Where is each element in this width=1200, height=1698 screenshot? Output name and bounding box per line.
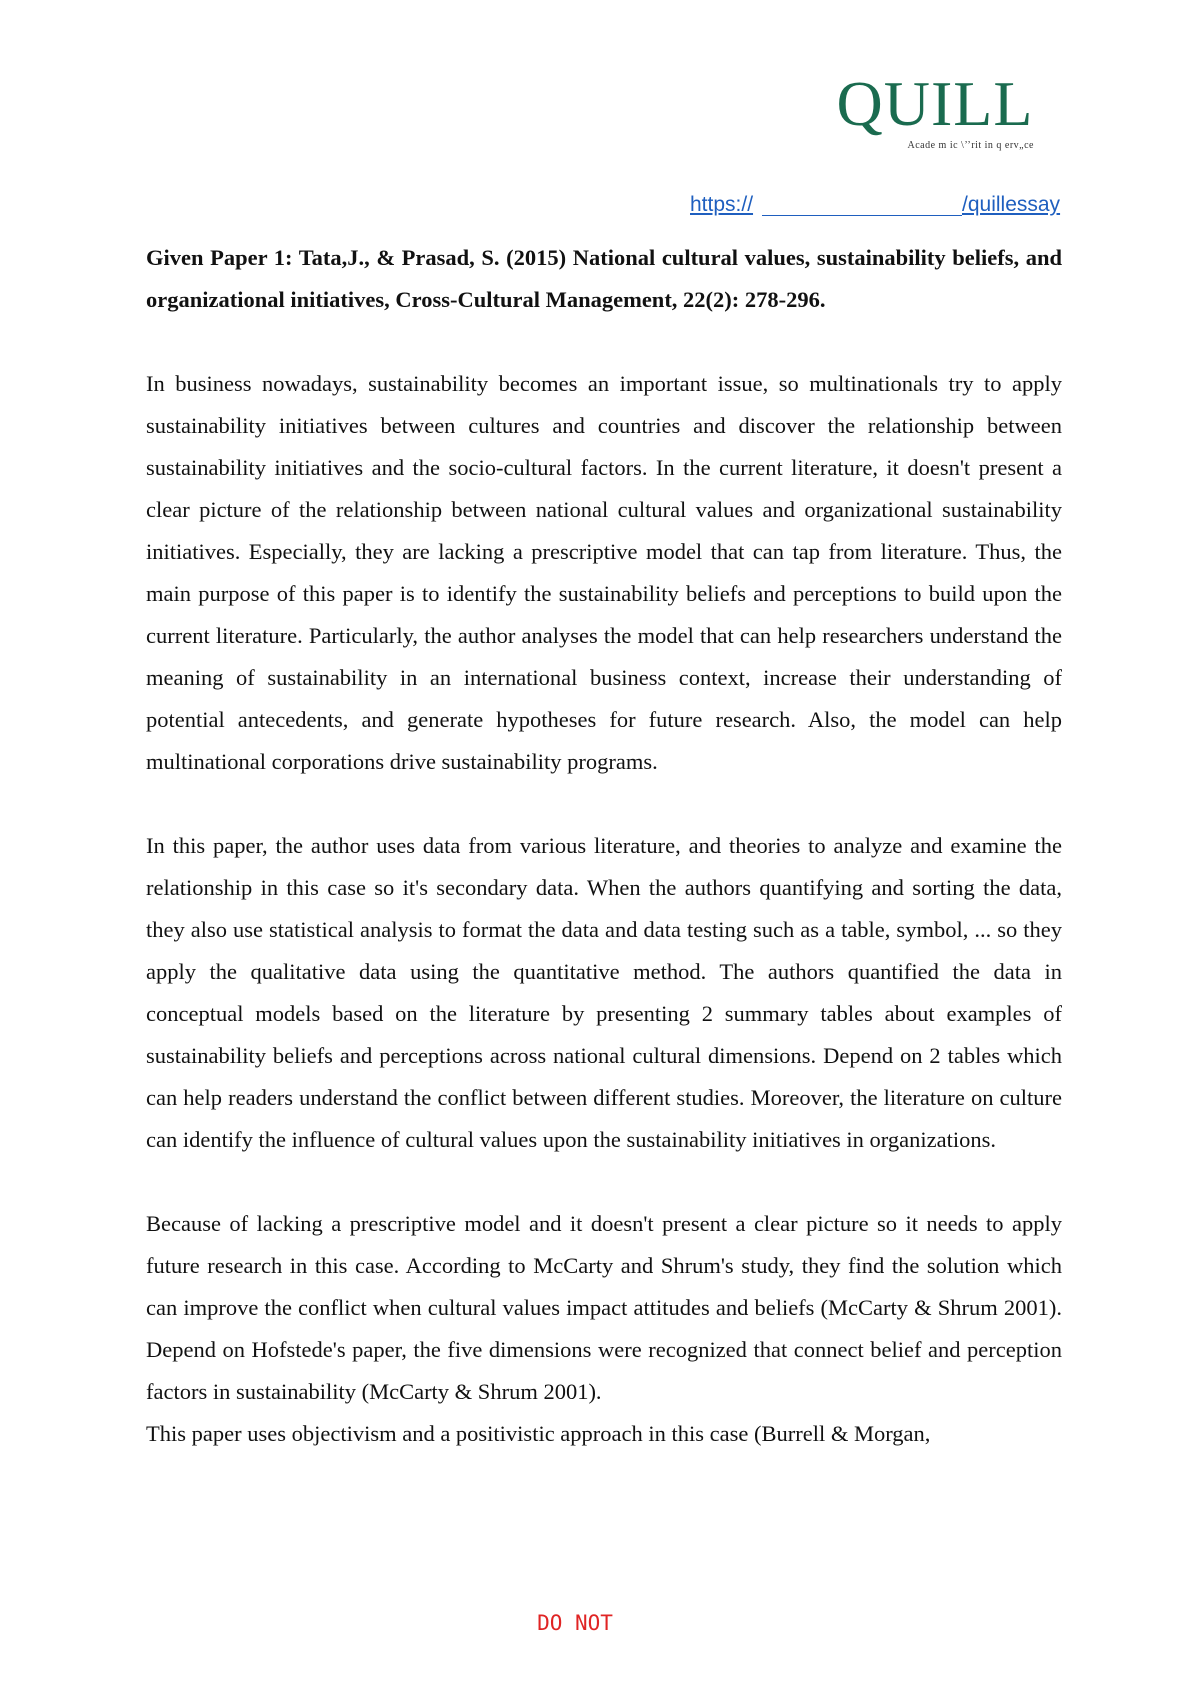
footer-watermark: DO NOT — [537, 1611, 613, 1635]
website-link[interactable] — [690, 193, 1070, 221]
quill-logo — [830, 68, 1040, 152]
link-prefix[interactable]: https:// — [690, 193, 754, 216]
logo-wordmark: QUILL — [836, 68, 1034, 139]
paper-citation-heading: Given Paper 1: Tata,J., & Prasad, S. (2015) National cultural values, sustainability beliefs, and organizational initiatives, Cross-Cultural Management, 22(2): 278-296. — [146, 245, 1062, 312]
document-body — [146, 237, 1062, 1455]
paragraph-4: This paper uses objectivism and a positivistic approach in this case (Burrell & Morgan, — [146, 1421, 931, 1446]
paragraph-2: In this paper, the author uses data from various literature, and theories to analyze and examine the relationship in this case so it's secondary data. When the authors quantifying and sorting the data, they also use statistical analysis to format the data and data testing such as a table, symbol, ... so they apply the qualitative data using the quantitative method. The authors quantified the data in conceptual models based on the literature by presenting 2 summary tables about examples of sustainability beliefs and perceptions across national cultural dimensions. Depend on 2 tables which can help readers understand the conflict between different studies. Moreover, the literature on culture can identify the influence of cultural values upon the sustainability initiatives in organizations. — [146, 833, 1062, 1152]
paragraph-1: In business nowadays, sustainability becomes an important issue, so multinationals try to apply sustainability initiatives between cultures and countries and discover the relationship between sustainability initiatives and the socio-cultural factors. In the current literature, it doesn't present a clear picture of the relationship between national cultural values and organizational sustainability initiatives. Especially, they are lacking a prescriptive model that can tap from literature. Thus, the main purpose of this paper is to identify the sustainability beliefs and perceptions to build upon the current literature. Particularly, the author analyses the model that can help researchers understand the meaning of sustainability in an international business context, increase their understanding of potential antecedents, and generate hypotheses for future research. Also, the model can help multinational corporations drive sustainability programs. — [146, 371, 1062, 774]
logo-tagline: Acade m ic \’’rit in q erv„ce — [907, 140, 1034, 151]
link-underline-gap — [762, 215, 962, 216]
paragraph-3: Because of lacking a prescriptive model and it doesn't present a clear picture so it needs to apply future research in this case. According to McCarty and Shrum's study, they find the solution which can improve the conflict when cultural values impact attitudes and beliefs (McCarty & Shrum 2001). Depend on Hofstede's paper, the five dimensions were recognized that connect belief and perception factors in sustainability (McCarty & Shrum 2001). — [146, 1211, 1062, 1404]
link-suffix[interactable]: /quillessay — [962, 193, 1061, 216]
